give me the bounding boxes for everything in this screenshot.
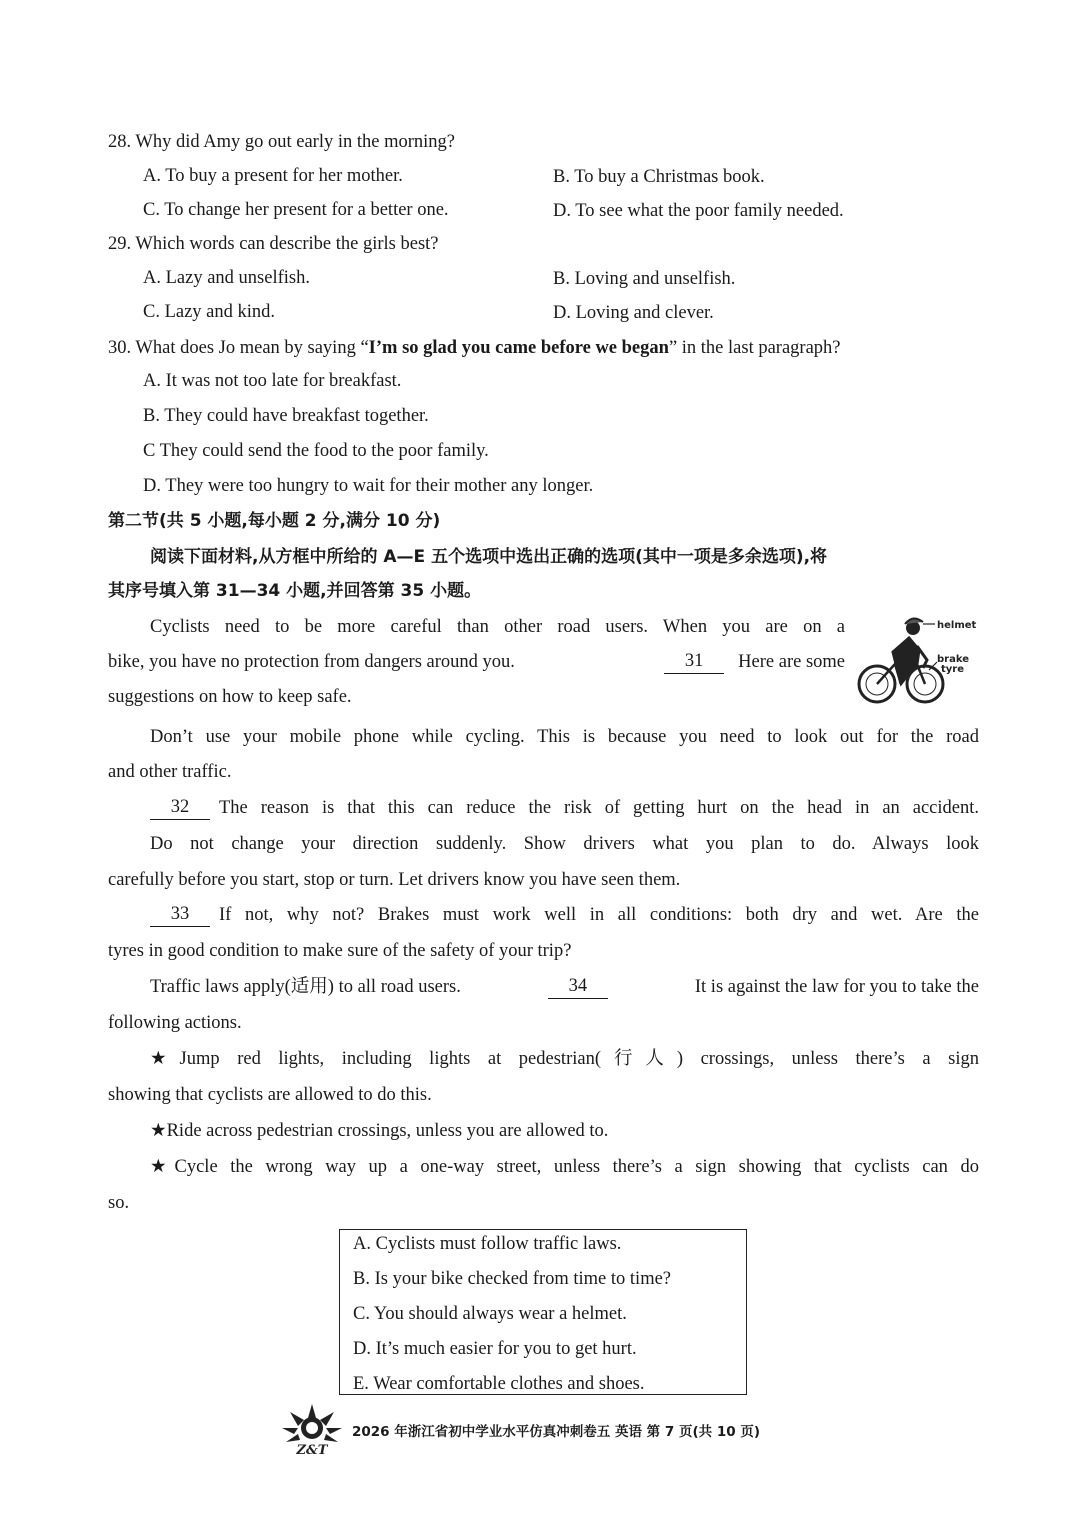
q28-option-a: A. To buy a present for her mother. — [143, 166, 403, 186]
option-c: C. You should always wear a helmet. — [353, 1304, 627, 1324]
blank-31: 31 — [664, 650, 724, 674]
q29-stem: 29. Which words can describe the girls best? — [108, 234, 439, 254]
section-instructions-line2: 其序号填入第 31—34 小题,并回答第 35 小题。 — [108, 581, 482, 601]
q30-option-a: A. It was not too late for breakfast. — [143, 371, 402, 391]
passage-p5-line1 — [150, 903, 979, 927]
bike-label-brake: brake — [937, 654, 970, 665]
passage-p6-line1 — [150, 975, 979, 999]
blank-33: 33 — [150, 903, 210, 927]
passage-p2-line1: Don’t use your mobile phone while cycling. This is because you need to look out for the road — [150, 727, 979, 747]
bullet-1-line2: showing that cyclists are allowed to do this. — [108, 1085, 432, 1105]
passage-p4-line1: Do not change your direction suddenly. Show drivers what you plan to do. Always look — [150, 834, 979, 854]
passage-p3 — [150, 796, 979, 820]
q29-option-d: D. Loving and clever. — [553, 303, 714, 323]
passage-p5-line2: tyres in good condition to make sure of the safety of your trip? — [108, 941, 572, 961]
q29-option-a: A. Lazy and unselfish. — [143, 268, 310, 288]
publisher-logo — [280, 1400, 344, 1458]
cyclist-image — [855, 612, 980, 708]
cyclist-illustration — [855, 612, 980, 708]
bullet-3-line2: so. — [108, 1193, 130, 1213]
options-box — [339, 1229, 747, 1395]
passage-p3-text: The reason is that this can reduce the risk of getting hurt on the head in an accident. — [219, 798, 979, 818]
q28-option-d: D. To see what the poor family needed. — [553, 201, 844, 221]
section-heading: 第二节(共 5 小题,每小题 2 分,满分 10 分) — [108, 511, 441, 531]
passage-p6-line2: following actions. — [108, 1013, 242, 1033]
passage-p1-line1: Cyclists need to be more careful than other road users. When you are on a — [150, 617, 845, 637]
bullet-1-line1: ★Jump red lights, including lights at pedestrian(行人) crossings, unless there’s a sign — [150, 1049, 979, 1069]
option-e: E. Wear comfortable clothes and shoes. — [353, 1374, 645, 1394]
bike-label-helmet: helmet — [937, 620, 977, 631]
passage-p1-line2a: bike, you have no protection from dangers around you. — [108, 652, 515, 672]
bike-label-tyre: tyre — [941, 664, 965, 675]
passage-p2-line2: and other traffic. — [108, 762, 232, 782]
q28-option-c: C. To change her present for a better one. — [143, 200, 449, 220]
q30-stem-pre: 30. What does Jo mean by saying “ — [108, 338, 369, 358]
bullet-2: ★Ride across pedestrian crossings, unless you are allowed to. — [150, 1121, 609, 1141]
q29-option-b: B. Loving and unselfish. — [553, 269, 736, 289]
q30-option-c: C They could send the food to the poor family. — [143, 441, 489, 461]
logo-text: Z&T — [296, 1443, 328, 1458]
q30-stem-post: ” in the last paragraph? — [668, 338, 841, 358]
blank-32: 32 — [150, 796, 210, 820]
q28-stem: 28. Why did Amy go out early in the morning? — [108, 132, 456, 152]
q30-stem-quote: I’m so glad you came before we began — [368, 338, 669, 358]
section-instructions-line1: 阅读下面材料,从方框中所给的 A—E 五个选项中选出正确的选项(其中一项是多余选项),将 — [150, 547, 828, 567]
passage-p1-line2b: Here are some — [738, 652, 845, 672]
passage-p1-line3: suggestions on how to keep safe. — [108, 687, 352, 707]
passage-p6-line1a: Traffic laws apply(适用) to all road users. — [150, 977, 461, 997]
blank-34: 34 — [548, 975, 608, 999]
q30-option-b: B. They could have breakfast together. — [143, 406, 429, 426]
option-b: B. Is your bike checked from time to time? — [353, 1269, 672, 1289]
q28-option-b: B. To buy a Christmas book. — [553, 167, 765, 187]
passage-p1-line2 — [108, 650, 845, 674]
option-d: D. It’s much easier for you to get hurt. — [353, 1339, 637, 1359]
option-a: A. Cyclists must follow traffic laws. — [353, 1234, 622, 1254]
q30-stem — [108, 336, 841, 360]
passage-p5-text: If not, why not? Brakes must work well in all conditions: both dry and wet. Are the — [219, 905, 979, 925]
q29-option-c: C. Lazy and kind. — [143, 302, 276, 322]
q30-option-d: D. They were too hungry to wait for their mother any longer. — [143, 476, 594, 496]
bullet-3-line1: ★Cycle the wrong way up a one-way street, unless there’s a sign showing that cyclists can do — [150, 1157, 979, 1177]
passage-p6-line1b: It is against the law for you to take the — [694, 977, 979, 997]
sunflower-logo-icon — [280, 1400, 344, 1458]
page-footer: 2026 年浙江省初中学业水平仿真冲刺卷五 英语 第 7 页(共 10 页) — [352, 1424, 760, 1440]
passage-p4-line2: carefully before you start, stop or turn. Let drivers know you have seen them. — [108, 870, 681, 890]
